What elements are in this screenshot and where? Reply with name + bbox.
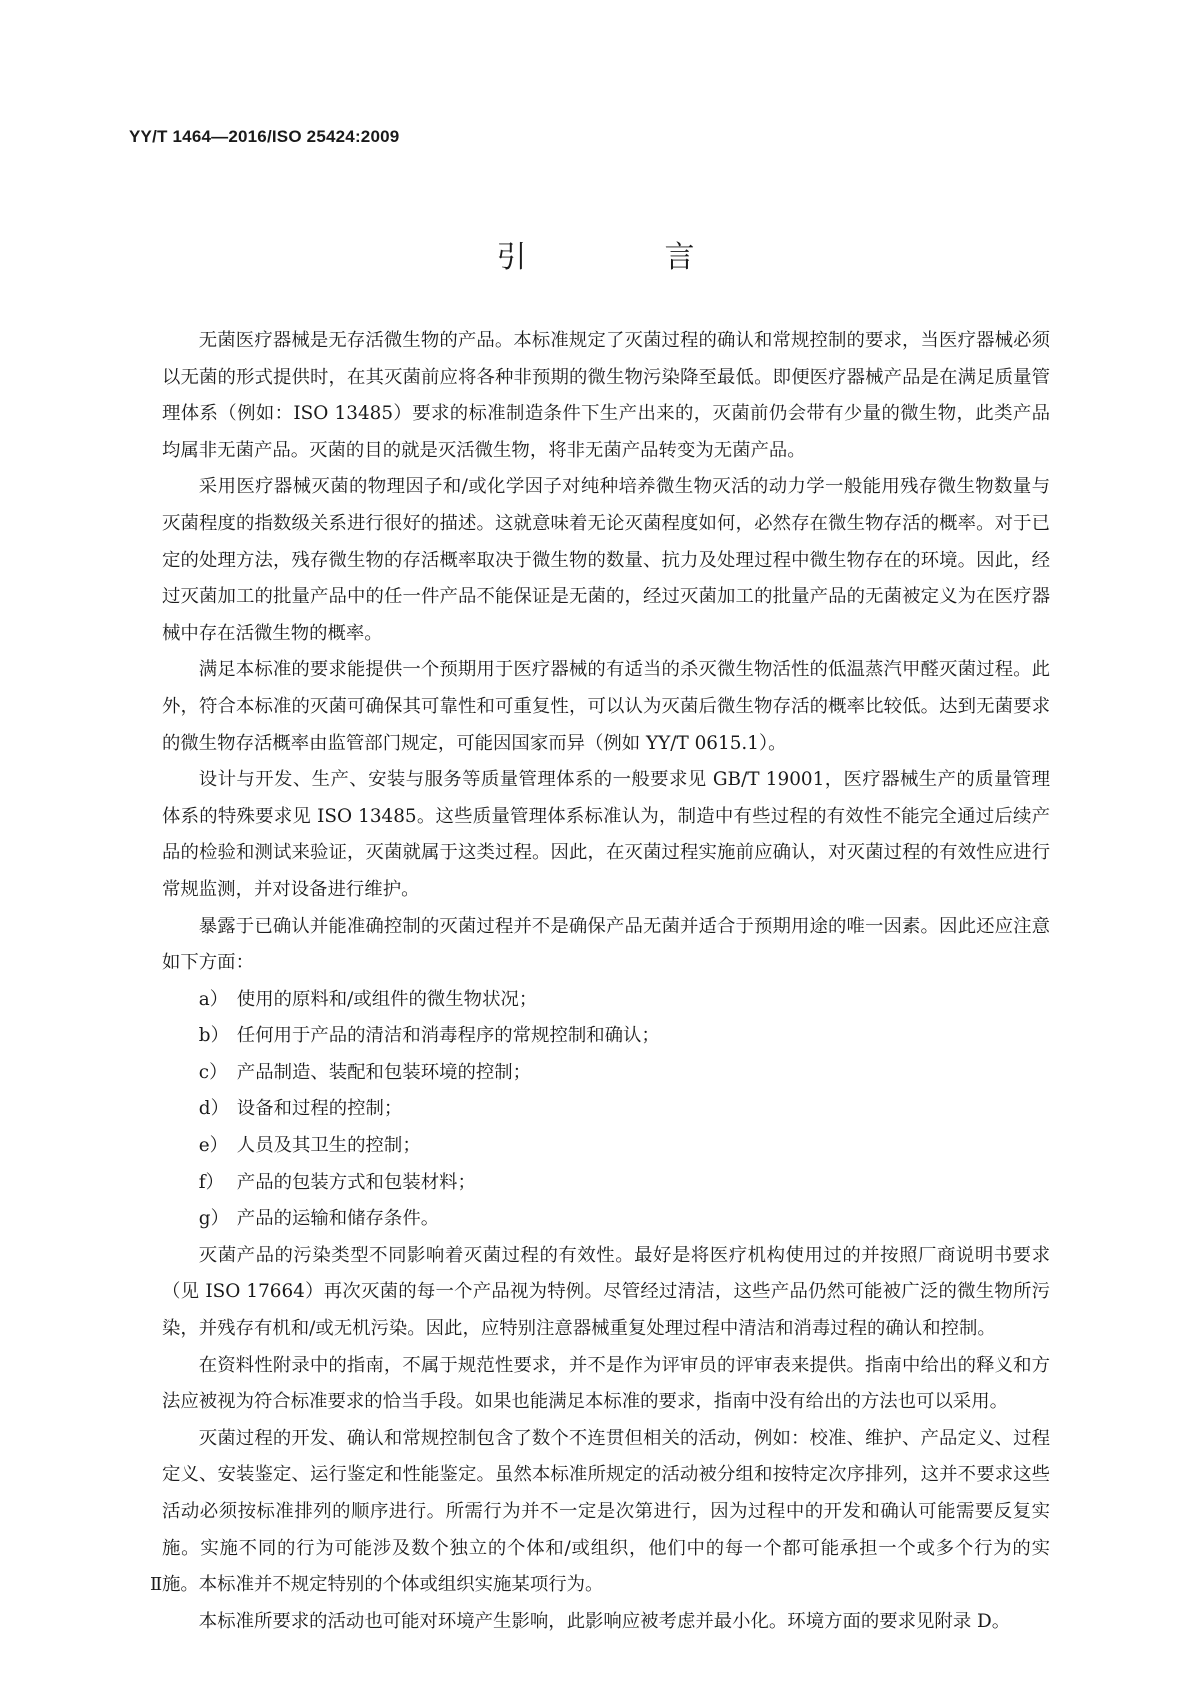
list-item	[162, 1055, 1050, 1092]
list-marker: e）	[198, 1135, 229, 1157]
list-text: 任何用于产品的清洁和消毒程序的常规控制和确认；	[236, 1025, 660, 1047]
paragraph: 设计与开发、生产、安装与服务等质量管理体系的一般要求见 GB/T 19001，医疗器械生产的质量管理体系的特殊要求见 ISO 13485。这些质量管理体系标准认为，制造中有些过程的有效性不能完全通过后续产品的检验和测试来验证，灭菌就属于这类过程。因此，在灭菌过程实施前应确认，对灭菌过程的有效性应进行常规监测，并对设备进行维护。	[162, 769, 1050, 900]
paragraph: 暴露于已确认并能准确控制的灭菌过程并不是确保产品无菌并适合于预期用途的唯一因素。因此还应注意如下方面：	[162, 915, 1050, 974]
list-marker: d）	[198, 1098, 229, 1120]
page-number: Ⅱ	[150, 1574, 163, 1595]
list-text: 使用的原料和/或组件的微生物状况；	[236, 988, 538, 1010]
paragraph: 采用医疗器械灭菌的物理因子和/或化学因子对纯种培养微生物灭活的动力学一般能用残存微生物数量与灭菌程度的指数级关系进行很好的描述。这就意味着无论灭菌程度如何，必然存在微生物存活的概率。对于已定的处理方法，残存微生物的存活概率取决于微生物的数量、抗力及处理过程中微生物存在的环境。因此，经过灭菌加工的批量产品中的任一件产品不能保证是无菌的，经过灭菌加工的批量产品的无菌被定义为在医疗器械中存在活微生物的概率。	[162, 476, 1050, 644]
paragraph: 灭菌过程的开发、确认和常规控制包含了数个不连贯但相关的活动，例如：校准、维护、产品定义、过程定义、安装鉴定、运行鉴定和性能鉴定。虽然本标准所规定的活动被分组和按特定次序排列，这并不要求这些活动必须按标准排列的顺序进行。所需行为并不一定是次第进行，因为过程中的开发和确认可能需要反复实施。实施不同的行为可能涉及数个独立的个体和/或组织，他们中的每一个都可能承担一个或多个行为的实施。本标准并不规定特别的个体或组织实施某项行为。	[162, 1427, 1050, 1596]
list-item	[162, 1201, 1050, 1238]
list-marker: b）	[198, 1025, 229, 1047]
paragraph: 在资料性附录中的指南，不属于规范性要求，并不是作为评审员的评审表来提供。指南中给出的释义和方法应被视为符合标准要求的恰当手段。如果也能满足本标准的要求，指南中没有给出的方法也可以采用。	[162, 1354, 1050, 1413]
list-marker: g）	[198, 1208, 229, 1230]
paragraph: 灭菌产品的污染类型不同影响着灭菌过程的有效性。最好是将医疗机构使用过的并按照厂商说明书要求（见 ISO 17664）再次灭菌的每一个产品视为特例。尽管经过清洁，这些产品仍然可能被广泛的微生物所污染，并残存有机和/或无机污染。因此，应特别注意器械重复处理过程中清洁和消毒过程的确认和控制。	[162, 1244, 1050, 1340]
list-marker: a）	[198, 988, 229, 1010]
list-text: 人员及其卫生的控制；	[236, 1135, 421, 1157]
list-item	[162, 1165, 1050, 1202]
list-text: 产品制造、装配和包装环境的控制；	[236, 1061, 532, 1083]
list-marker: f）	[198, 1171, 224, 1193]
list-marker: c）	[198, 1061, 228, 1083]
paragraph: 满足本标准的要求能提供一个预期用于医疗器械的有适当的杀灭微生物活性的低温蒸汽甲醛灭菌过程。此外，符合本标准的灭菌可确保其可靠性和可重复性，可以认为灭菌后微生物存活的概率比较低。达到无菌要求的微生物存活概率由监管部门规定，可能因国家而异（例如 YY/T 0615.1）。	[162, 659, 1050, 754]
list-text: 设备和过程的控制；	[236, 1098, 403, 1120]
list-item	[162, 1018, 1050, 1055]
list-text: 产品的包装方式和包装材料；	[236, 1171, 476, 1193]
paragraph: 本标准所要求的活动也可能对环境产生影响，此影响应被考虑并最小化。环境方面的要求见附录 D。	[198, 1610, 1011, 1632]
list-text: 产品的运输和储存条件。	[236, 1208, 440, 1230]
document-body	[162, 323, 1050, 1640]
page-title: 引 言	[496, 240, 749, 275]
list-item	[162, 1128, 1050, 1165]
standard-number: YY/T 1464—2016/ISO 25424:2009	[129, 127, 400, 146]
paragraph: 无菌医疗器械是无存活微生物的产品。本标准规定了灭菌过程的确认和常规控制的要求，当医疗器械必须以无菌的形式提供时，在其灭菌前应将各种非预期的微生物污染降至最低。即便医疗器械产品是在满足质量管理体系（例如：ISO 13485）要求的标准制造条件下生产出来的，灭菌前仍会带有少量的微生物，此类产品均属非无菌产品。灭菌的目的就是灭活微生物，将非无菌产品转变为无菌产品。	[162, 330, 1050, 461]
list-item	[162, 1091, 1050, 1128]
standard-number-header	[129, 127, 399, 147]
list-item	[162, 982, 1050, 1019]
